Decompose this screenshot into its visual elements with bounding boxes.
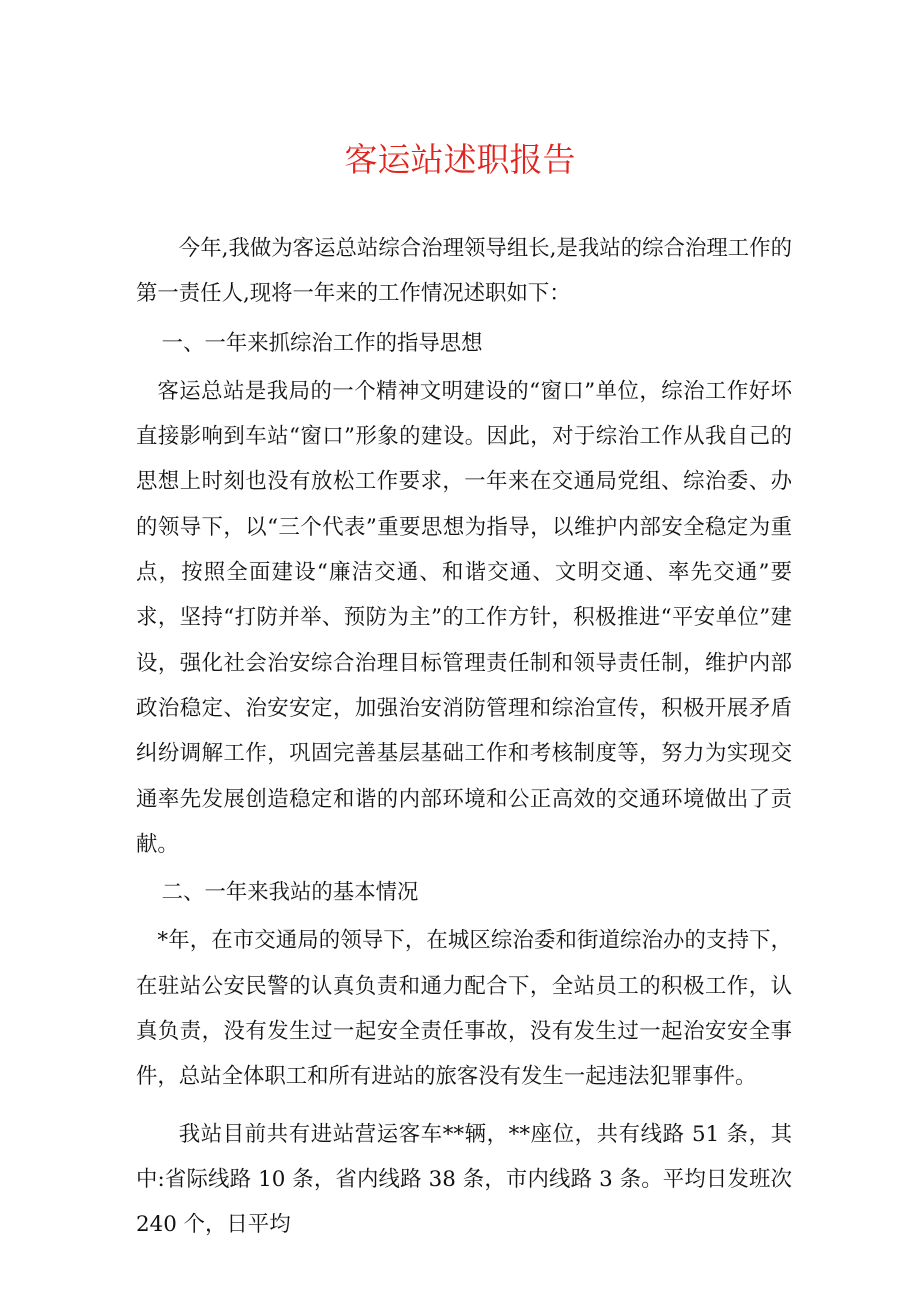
paragraph-guiding-ideology: 客运总站是我局的一个精神文明建设的“窗口”单位，综治工作好坏直接影响到车站“窗口”形象的建设。因此，对于综治工作从我自己的思想上时刻也没有放松工作要求，一年来在交通局党组、综治委、办的领导下，以“三个代表”重要思想为指导，以维护内部安全稳定为重点，按照全面建设“廉洁交通、和谐交通、文明交通、率先交通”要求，坚持“打防并举、预防为主”的工作方针，积极推进“平安单位”建设，强化社会治安综合治理目标管理责任制和领导责任制，维护内部政治稳定、治安安定，加强治安消防管理和综治宣传，积极开展矛盾纠纷调解工作，巩固完善基层基础工作和考核制度等，努力为实现交通率先发展创造稳定和谐的内部环境和公正高效的交通环境做出了贡献。 — [136, 378, 792, 857]
document-body — [136, 226, 792, 1248]
paragraph-station-stats: 我站目前共有进站营运客车**辆，**座位，共有线路 51 条，其中:省际线路 10 条，省内线路 38 条，市内线路 3 条。平均日发班次 240 个，日平均 — [136, 1121, 792, 1238]
paragraph-intro: 今年,我做为客运总站综合治理领导组长,是我站的综合治理工作的第一责任人,现将一年来的工作情况述职如下： — [136, 236, 792, 307]
section-heading-2: 二、一年来我站的基本情况 — [161, 880, 419, 906]
section-heading-1: 一、一年来抓综治工作的指导思想 — [161, 330, 483, 356]
paragraph-basic-situation: *年，在市交通局的领导下，在城区综治委和街道综治办的支持下，在驻站公安民警的认真负责和通力配合下，全站员工的积极工作，认真负责，没有发生过一起安全责任事故，没有发生过一起治安安全事件，总站全体职工和所有进站的旅客没有发生一起违法犯罪事件。 — [136, 928, 792, 1090]
document-title: 客运站述职报告 — [344, 140, 576, 179]
